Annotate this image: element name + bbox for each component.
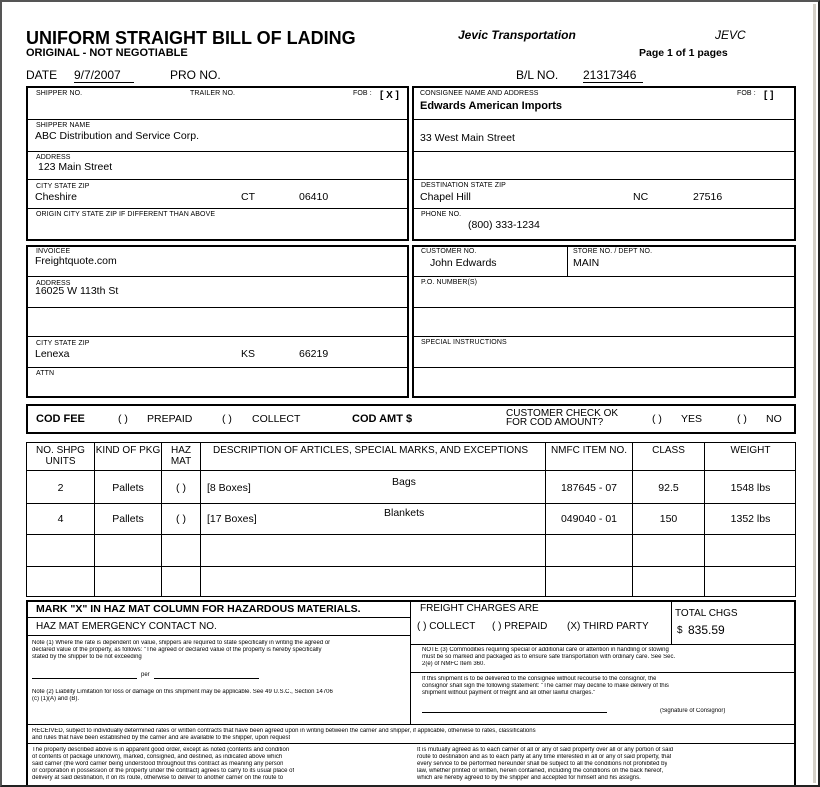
currency-sign: $ (677, 625, 683, 636)
hazmat-contact-label: HAZ MAT EMERGENCY CONTACT NO. (36, 621, 217, 632)
document-subtitle: ORIGINAL - NOT NEGOTIABLE (26, 47, 188, 59)
col-header-weight: WEIGHT (730, 445, 771, 456)
shipper-fob-label: FOB : (353, 90, 372, 97)
cod-prepaid-label: PREPAID (147, 413, 193, 425)
consignee-city: Chapel Hill (420, 191, 471, 203)
consignee-fob-label: FOB : (737, 90, 756, 97)
invoicee-name: Freightquote.com (35, 255, 117, 267)
row-units: 4 (57, 513, 64, 525)
consignor-text-line: shipment without payment of freight and all other lawful charges." (422, 690, 596, 696)
consignee-zip: 27516 (693, 191, 723, 203)
invoicee-csz-label: CITY STATE ZIP (36, 340, 90, 347)
row-class: 92.5 (658, 482, 679, 494)
store-value: MAIN (573, 257, 600, 269)
note-2-line: (c) (1)(A) and (B). (32, 696, 80, 702)
shipper-city: Cheshire (35, 191, 78, 203)
store-label: STORE NO. / DEPT NO. (573, 248, 653, 255)
note-3-line: 2(e) of NMFC Item 360. (422, 661, 486, 667)
terms-left-line: or corporation in possession of the property under the contract) agrees to carry to its usual place of (32, 768, 295, 774)
invoicee-box (26, 245, 409, 398)
row-description: Blankets (384, 507, 425, 519)
shipper-no-label: SHIPPER NO. (36, 90, 83, 97)
row-units: 2 (57, 482, 64, 494)
special-instructions-label: SPECIAL INSTRUCTIONS (421, 339, 507, 346)
shipper-address: 123 Main Street (38, 161, 113, 173)
destination-label: DESTINATION STATE ZIP (421, 182, 506, 189)
terms-left-line: The property described above is in apparent good order, except as noted (contents and condition (32, 747, 290, 753)
attn-label: ATTN (36, 370, 55, 377)
row-pkg: Pallets (112, 513, 144, 525)
consignor-text-line: If this shipment is to be delivered to the consignee without recourse to the consignor, the (422, 676, 657, 682)
carrier-scac: JEVC (715, 28, 746, 42)
date-value: 9/7/2007 (74, 68, 134, 83)
shipper-fob-checkbox[interactable]: [ X ] (380, 90, 399, 101)
cod-check-line2: FOR COD AMOUNT? (506, 417, 604, 428)
terms-left-line: said carrier (the word carrier being understood throughout this contract as meaning any person (32, 761, 284, 767)
consignee-name: Edwards American Imports (420, 100, 563, 112)
row-nmfc: 049040 - 01 (560, 513, 618, 525)
customer-no-label: CUSTOMER NO. (421, 248, 477, 255)
terms-right-line: which are hereby agreed to by the shipper and accepted for himself and his assigns. (417, 775, 641, 781)
row-boxes: [17 Boxes] (207, 513, 257, 525)
window-edge (813, 4, 816, 783)
consignee-state: NC (633, 191, 649, 203)
invoicee-address: 16025 W 113th St (35, 285, 119, 297)
cod-collect-checkbox[interactable]: ( ) (222, 413, 232, 425)
note-1-line: stated by the shipper to be not exceeding (32, 654, 142, 660)
shipper-zip: 06410 (299, 191, 329, 203)
terms-left-line: delivery at said destination, if on its route, otherwise to deliver to another carrier on the route to (32, 775, 284, 781)
invoicee-zip: 66219 (299, 348, 329, 360)
row-pkg: Pallets (112, 482, 144, 494)
pro-label: PRO NO. (170, 68, 221, 82)
terms-right-line: It is mutually agreed as to each carrier of all or any of said property over all or any portion of said (417, 747, 674, 753)
total-charges-label: TOTAL CHGS (675, 608, 738, 619)
cod-fee-label: COD FEE (36, 413, 85, 425)
total-charges-value: 835.59 (688, 623, 725, 637)
cod-check-line1: CUSTOMER CHECK OK (506, 408, 619, 419)
bl-number: 21317346 (583, 68, 643, 83)
row-nmfc: 187645 - 07 (560, 482, 618, 494)
shipper-name: ABC Distribution and Service Corp. (35, 130, 199, 142)
row-class: 150 (659, 513, 678, 525)
row-hazmat-checkbox[interactable]: ( ) (176, 513, 186, 525)
phone-label: PHONE NO. (421, 211, 462, 218)
signature-label: (Signature of Consignor) (660, 708, 726, 714)
note-3-line: must be so marked and packaged as to ensure safe transportation with ordinary care. See Sec. (422, 654, 676, 660)
terms-left-line: of contents of package unknown), marked, consigned, and destined, as indicated above which (32, 754, 283, 760)
cod-yes-label: YES (681, 413, 703, 425)
terms-right-line: law, whether printed or written, herein contained, including the conditions on the back hereof, (417, 768, 664, 774)
row-description: Bags (392, 476, 416, 488)
shipper-csz-label: CITY STATE ZIP (36, 183, 90, 190)
cod-yes-checkbox[interactable]: ( ) (652, 413, 662, 425)
consignee-phone: (800) 333-1234 (468, 219, 540, 231)
signature-line[interactable] (422, 712, 607, 713)
row-hazmat-checkbox[interactable]: ( ) (176, 482, 186, 494)
invoicee-address-label: ADDRESS (36, 280, 71, 287)
per-line (154, 678, 259, 679)
col-header-class: CLASS (652, 445, 685, 456)
col-header-hazmat: HAZ MAT (170, 445, 192, 467)
freight-third-party-option[interactable]: (X) THIRD PARTY (567, 621, 649, 632)
consignee-fob-checkbox[interactable]: [ ] (764, 90, 774, 101)
shipper-name-label: SHIPPER NAME (36, 122, 91, 129)
po-label: P.O. NUMBER(S) (421, 279, 478, 286)
trailer-no-label: TRAILER NO. (190, 90, 236, 97)
note-1-line: declared value of the property, as follows: "The agreed or declared value of the property is hereby specifically (32, 647, 322, 653)
row-weight: 1352 lbs (730, 513, 771, 525)
per-label: per (141, 672, 150, 678)
note-3-line: NOTE (3) Commodities requiring special or additional care or attention in handling or stowing (422, 647, 669, 653)
cod-prepaid-checkbox[interactable]: ( ) (118, 413, 128, 425)
row-weight: 1548 lbs (730, 482, 771, 494)
freight-prepaid-option[interactable]: ( ) PREPAID (492, 621, 548, 632)
carrier-name: Jevic Transportation (458, 28, 576, 42)
page-count: Page 1 of 1 pages (639, 47, 728, 59)
document-title: UNIFORM STRAIGHT BILL OF LADING (26, 28, 356, 48)
consignor-text-line: consignor shall sign the following statement: "The carrier may decline to make delivery of this (422, 683, 669, 689)
note-1-line: Note (1) Where the rate is dependent on value, shippers are required to state specifically in writing the agreed or (32, 640, 331, 646)
origin-label: ORIGIN CITY STATE ZIP IF DIFFERENT THAN ABOVE (36, 211, 216, 218)
hazmat-title: MARK "X" IN HAZ MAT COLUMN FOR HAZARDOUS MATERIALS. (36, 603, 361, 615)
freight-collect-option[interactable]: ( ) COLLECT (417, 621, 476, 632)
invoicee-label: INVOICEE (36, 248, 71, 255)
shipper-state: CT (241, 191, 255, 203)
col-header-pkg: KIND OF PKG (95, 445, 161, 456)
terms-right-line: every service to be performed hereunder shall be subject to all the conditions not prohibited by (417, 761, 668, 767)
cod-amt-label: COD AMT $ (352, 413, 413, 425)
freight-charges-label: FREIGHT CHARGES ARE (420, 603, 539, 614)
row-boxes: [8 Boxes] (207, 482, 251, 494)
consignee-address: 33 West Main Street (420, 132, 515, 144)
bl-label: B/L NO. (516, 68, 559, 82)
customer-no: John Edwards (430, 257, 497, 269)
consignee-label: CONSIGNEE NAME AND ADDRESS (420, 90, 539, 97)
shipper-address-label: ADDRESS (36, 154, 71, 161)
invoicee-city: Lenexa (35, 348, 70, 360)
date-label: DATE (26, 68, 58, 82)
declared-value-line (32, 678, 137, 679)
col-header-description: DESCRIPTION OF ARTICLES, SPECIAL MARKS, AND EXCEPTIONS (213, 445, 529, 456)
received-line: and rules that have been established by the carrier and are available to the shipper, upon request (32, 735, 291, 741)
cod-collect-label: COLLECT (252, 413, 301, 425)
invoicee-state: KS (241, 348, 256, 360)
cod-no-checkbox[interactable]: ( ) (737, 413, 747, 425)
col-header-units: NO. SHPG UNITS (36, 445, 85, 467)
terms-right-line: route to destination and as to each party at any time interested in all or any of said property, that (417, 754, 672, 760)
cod-no-label: NO (766, 413, 782, 425)
note-2-line: Note (2) Liability Limitation for loss or damage on this shipment may be applicable. See 49 U.S.C., Section 14706 (32, 689, 333, 695)
col-header-nmfc: NMFC ITEM NO. (550, 445, 628, 456)
received-line: RECEIVED, subject to individually determined rates or written contracts that have been agreed upon in writing between the carrier and shipper, if applicable, otherwise to rates, classifications (32, 728, 536, 734)
